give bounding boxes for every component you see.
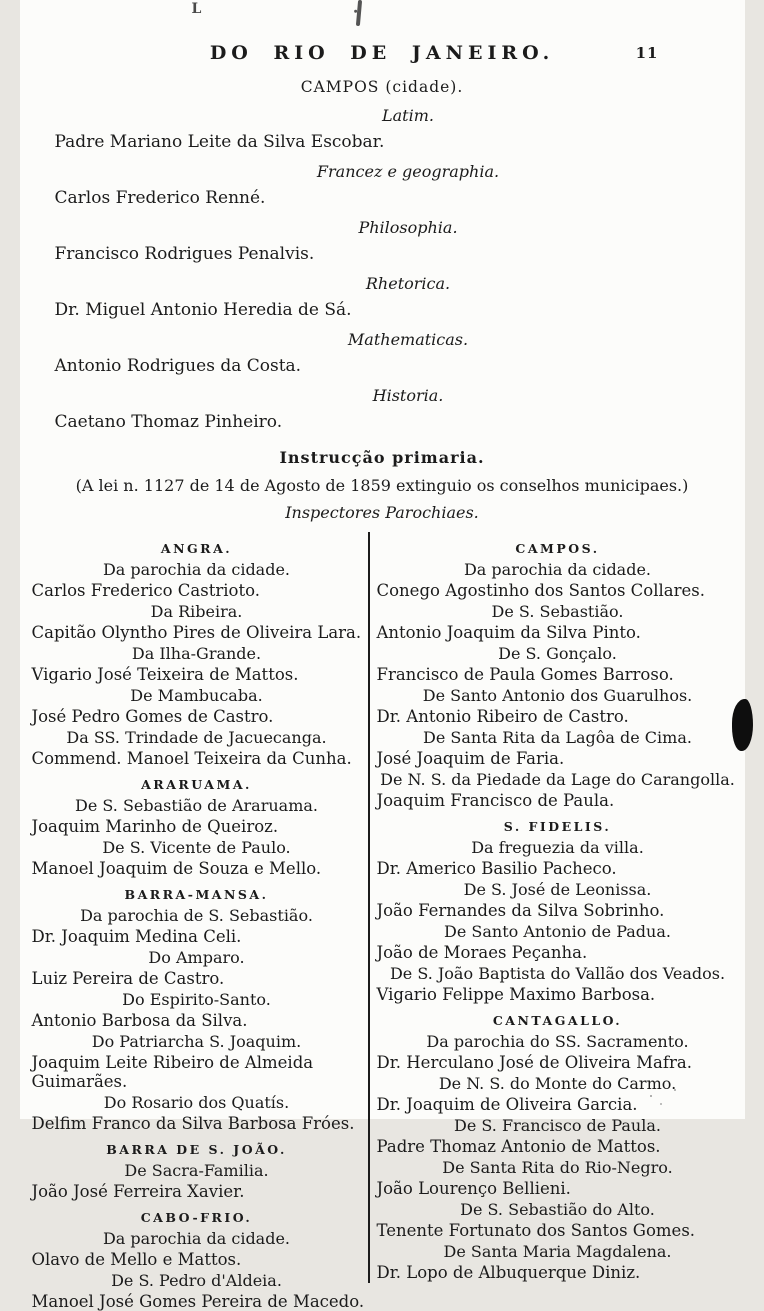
parish-name: Da parochia de S. Sebastião.: [28, 906, 366, 925]
inspector-name: Capitão Olyntho Pires de Oliveira Lara.: [28, 623, 366, 642]
parish-name: De N. S. do Monte do Carmo.: [377, 1074, 739, 1093]
inspector-name: Vigario Felippe Maximo Barbosa.: [377, 985, 739, 1004]
district-name: CANTAGALLO.: [377, 1013, 739, 1028]
inspector-name: Antonio Joaquim da Silva Pinto.: [377, 623, 739, 642]
district-section: [377, 1013, 739, 1282]
teacher-name: Caetano Thomaz Pinheiro.: [20, 412, 745, 432]
parish-name: De S. Sebastião de Araruama.: [28, 796, 366, 815]
subject-heading: Mathematicas.: [46, 330, 764, 349]
parish-name: De Mambucaba.: [28, 686, 366, 705]
inspector-name: João de Moraes Peçanha.: [377, 943, 739, 962]
ink-speckles-bottom: [650, 1095, 652, 1097]
inspector-name: Tenente Fortunato dos Santos Gomes.: [377, 1221, 739, 1240]
subject-heading: Rhetorica.: [46, 274, 764, 293]
district-section: [28, 1210, 366, 1311]
inspector-name: Joaquim Francisco de Paula.: [377, 791, 739, 810]
inspector-name: Vigario José Teixeira de Mattos.: [28, 665, 366, 684]
parish-name: De N. S. da Piedade da Lage do Carangolla.: [377, 770, 739, 789]
parish-name: De S. Gonçalo.: [377, 644, 739, 663]
district-name: BARRA DE S. JOÃO.: [28, 1142, 366, 1157]
inspector-name: Joaquim Leite Ribeiro de Almeida Guimarães.: [28, 1053, 366, 1091]
parish-name: Da SS. Trindade de Jacuecanga.: [28, 728, 366, 747]
city-section-heading: CAMPOS (cidade).: [20, 78, 745, 96]
district-section: [377, 819, 739, 1004]
parish-name: Do Patriarcha S. Joaquim.: [28, 1032, 366, 1051]
primary-instruction-heading: Instrucção primaria.: [20, 448, 745, 467]
right-column: [370, 532, 745, 1311]
parish-name: Do Espirito-Santo.: [28, 990, 366, 1009]
left-column: [20, 532, 368, 1311]
teacher-name: Carlos Frederico Renné.: [20, 188, 745, 208]
district-name: CABO-FRIO.: [28, 1210, 366, 1225]
district-name: BARRA-MANSA.: [28, 887, 366, 902]
inspectors-subheading: Inspectores Parochiaes.: [20, 503, 745, 522]
parish-name: De Santa Rita da Lagôa de Cima.: [377, 728, 739, 747]
district-section: [28, 541, 366, 768]
parish-name: De Sacra-Familia.: [28, 1161, 366, 1180]
district-section: [28, 777, 366, 878]
subject-heading: Historia.: [46, 386, 764, 405]
ink-mark-top-left: L: [192, 1, 202, 17]
district-section: [28, 1142, 366, 1201]
page-number: 11: [636, 44, 659, 62]
inspector-name: Commend. Manoel Teixeira da Cunha.: [28, 749, 366, 768]
inspector-name: Delfim Franco da Silva Barbosa Fróes.: [28, 1114, 366, 1133]
inspector-name: José Joaquim de Faria.: [377, 749, 739, 768]
ink-blob-right-edge: [732, 699, 753, 751]
parish-name: Da freguezia da villa.: [377, 838, 739, 857]
inspector-name: Padre Thomaz Antonio de Mattos.: [377, 1137, 739, 1156]
parish-name: De S. João Baptista do Vallão dos Veados.: [377, 964, 739, 983]
parish-name: De S. José de Leonissa.: [377, 880, 739, 899]
subject-heading: Philosophia.: [46, 218, 764, 237]
inspector-name: João Fernandes da Silva Sobrinho.: [377, 901, 739, 920]
parish-name: De S. Sebastião.: [377, 602, 739, 621]
parish-name: Do Rosario dos Quatís.: [28, 1093, 366, 1112]
inspector-name: Dr. Joaquim Medina Celi.: [28, 927, 366, 946]
district-name: S. FIDELIS.: [377, 819, 739, 834]
parish-name: De Santo Antonio dos Guarulhos.: [377, 686, 739, 705]
parish-name: Da Ilha-Grande.: [28, 644, 366, 663]
subject-heading: Latim.: [46, 106, 764, 125]
inspector-name: Dr. Herculano José de Oliveira Mafra.: [377, 1053, 739, 1072]
inspector-name: Manoel Joaquim de Souza e Mello.: [28, 859, 366, 878]
parish-name: De Santa Rita do Rio-Negro.: [377, 1158, 739, 1177]
parish-name: Da parochia da cidade.: [28, 560, 366, 579]
parish-name: Do Amparo.: [28, 948, 366, 967]
district-section: [377, 541, 739, 810]
inspector-name: Conego Agostinho dos Santos Collares.: [377, 581, 739, 600]
inspector-name: Dr. Joaquim de Oliveira Garcia.: [377, 1095, 739, 1114]
teacher-name: Dr. Miguel Antonio Heredia de Sá.: [20, 300, 745, 320]
subjects-list: [20, 106, 745, 432]
teacher-name: Antonio Rodrigues da Costa.: [20, 356, 745, 376]
district-name: ARARUAMA.: [28, 777, 366, 792]
law-note: (A lei n. 1127 de 14 de Agosto de 1859 extinguio os conselhos municipaes.): [20, 476, 745, 495]
inspector-name: Dr. Americo Basilio Pacheco.: [377, 859, 739, 878]
parish-name: De Santa Maria Magdalena.: [377, 1242, 739, 1261]
inspector-name: João José Ferreira Xavier.: [28, 1182, 366, 1201]
teacher-name: Padre Mariano Leite da Silva Escobar.: [20, 132, 745, 152]
page-header: [20, 0, 745, 64]
parish-name: Da Ribeira.: [28, 602, 366, 621]
parish-name: De S. Vicente de Paulo.: [28, 838, 366, 857]
district-section: [28, 887, 366, 1133]
inspector-name: Carlos Frederico Castrioto.: [28, 581, 366, 600]
inspector-name: Luiz Pereira de Castro.: [28, 969, 366, 988]
parish-name: Da parochia da cidade.: [377, 560, 739, 579]
page-title: DO RIO DE JANEIRO.: [210, 42, 554, 64]
district-name: CAMPOS.: [377, 541, 739, 556]
inspector-name: Dr. Lopo de Albuquerque Diniz.: [377, 1263, 739, 1282]
parish-name: De Santo Antonio de Padua.: [377, 922, 739, 941]
inspector-name: Francisco de Paula Gomes Barroso.: [377, 665, 739, 684]
inspector-name: José Pedro Gomes de Castro.: [28, 707, 366, 726]
subject-heading: Francez e geographia.: [46, 162, 764, 181]
teacher-name: Francisco Rodrigues Penalvis.: [20, 244, 745, 264]
inspector-name: Olavo de Mello e Mattos.: [28, 1250, 366, 1269]
inspectors-columns: [20, 532, 745, 1311]
parish-name: Da parochia da cidade.: [28, 1229, 366, 1248]
parish-name: De S. Pedro d'Aldeia.: [28, 1271, 366, 1290]
inspector-name: Manoel José Gomes Pereira de Macedo.: [28, 1292, 366, 1311]
district-name: ANGRA.: [28, 541, 366, 556]
document-page: [20, 0, 745, 1119]
inspector-name: Joaquim Marinho de Queiroz.: [28, 817, 366, 836]
parish-name: De S. Sebastião do Alto.: [377, 1200, 739, 1219]
inspector-name: Antonio Barbosa da Silva.: [28, 1011, 366, 1030]
inspector-name: João Lourenço Bellieni.: [377, 1179, 739, 1198]
inspector-name: Dr. Antonio Ribeiro de Castro.: [377, 707, 739, 726]
parish-name: Da parochia do SS. Sacramento.: [377, 1032, 739, 1051]
parish-name: De S. Francisco de Paula.: [377, 1116, 739, 1135]
